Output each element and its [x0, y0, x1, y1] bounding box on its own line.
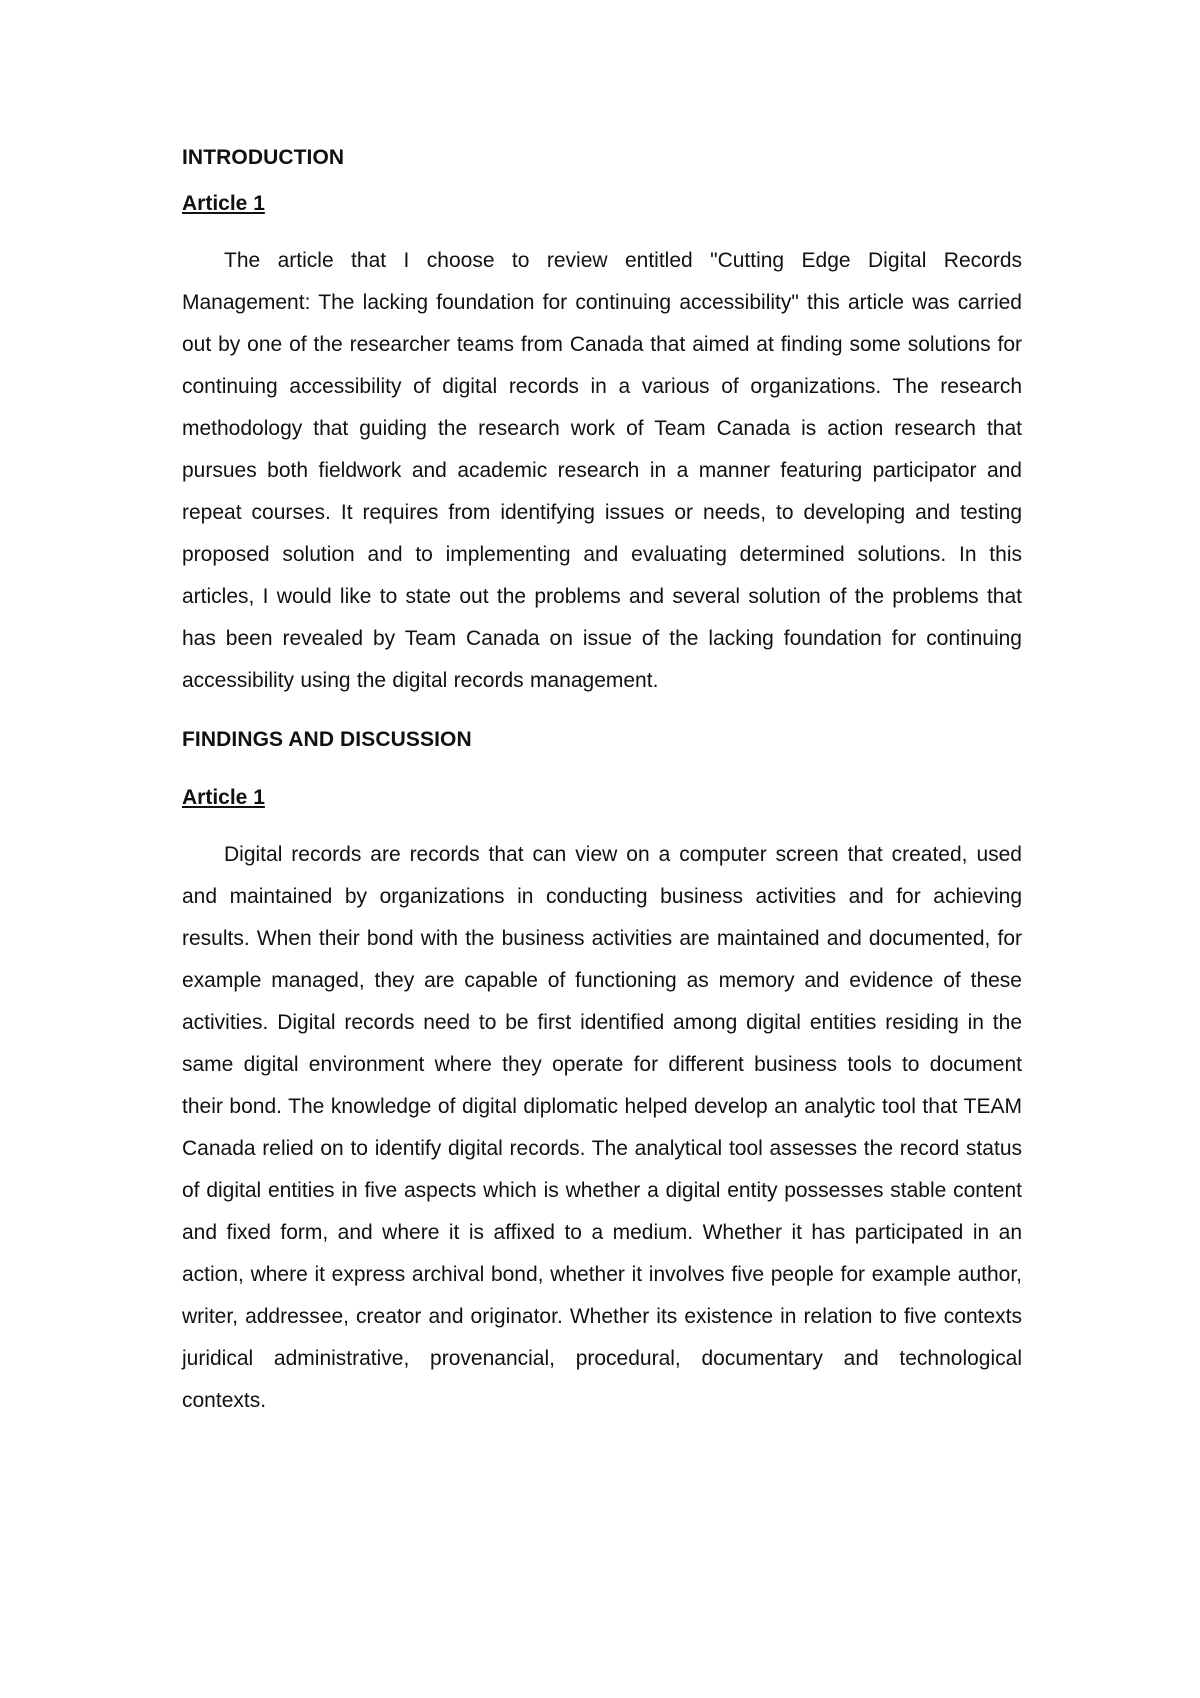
findings-heading: FINDINGS AND DISCUSSION	[182, 728, 472, 751]
findings-article-label: Article 1	[182, 786, 265, 809]
intro-article-label: Article 1	[182, 192, 265, 215]
introduction-heading: INTRODUCTION	[182, 146, 345, 169]
intro-paragraph: The article that I choose to review entitled "Cutting Edge Digital Records Management: The lacking foundation for continuing accessibility" this article was carried out by one of the researcher teams from Canada that aimed at finding some solutions for continuing accessibility of digital records in a various of organizations. The research methodology that guiding the research work of Team Canada is action research that pursues both fieldwork and academic research in a manner featuring participator and repeat courses. It requires from identifying issues or needs, to developing and testing proposed solution and to implementing and evaluating determined solutions. In this articles, I would like to state out the problems and several solution of the problems that has been revealed by Team Canada on issue of the lacking foundation for continuing accessibility using the digital records management.	[182, 249, 1022, 692]
document-body	[182, 142, 1022, 1422]
findings-paragraph: Digital records are records that can view on a computer screen that created, used and maintained by organizations in conducting business activities and for achieving results. When their bond with the business activities are maintained and documented, for example managed, they are capable of functioning as memory and evidence of these activities. Digital records need to be first identified among digital entities residing in the same digital environment where they operate for different business tools to document their bond. The knowledge of digital diplomatic helped develop an analytic tool that TEAM Canada relied on to identify digital records. The analytical tool assesses the record status of digital entities in five aspects which is whether a digital entity possesses stable content and fixed form, and where it is affixed to a medium. Whether it has participated in an action, where it express archival bond, whether it involves five people for example author, writer, addressee, creator and originator. Whether its existence in relation to five contexts juridical administrative, provenancial, procedural, documentary and technological contexts.	[182, 843, 1022, 1412]
